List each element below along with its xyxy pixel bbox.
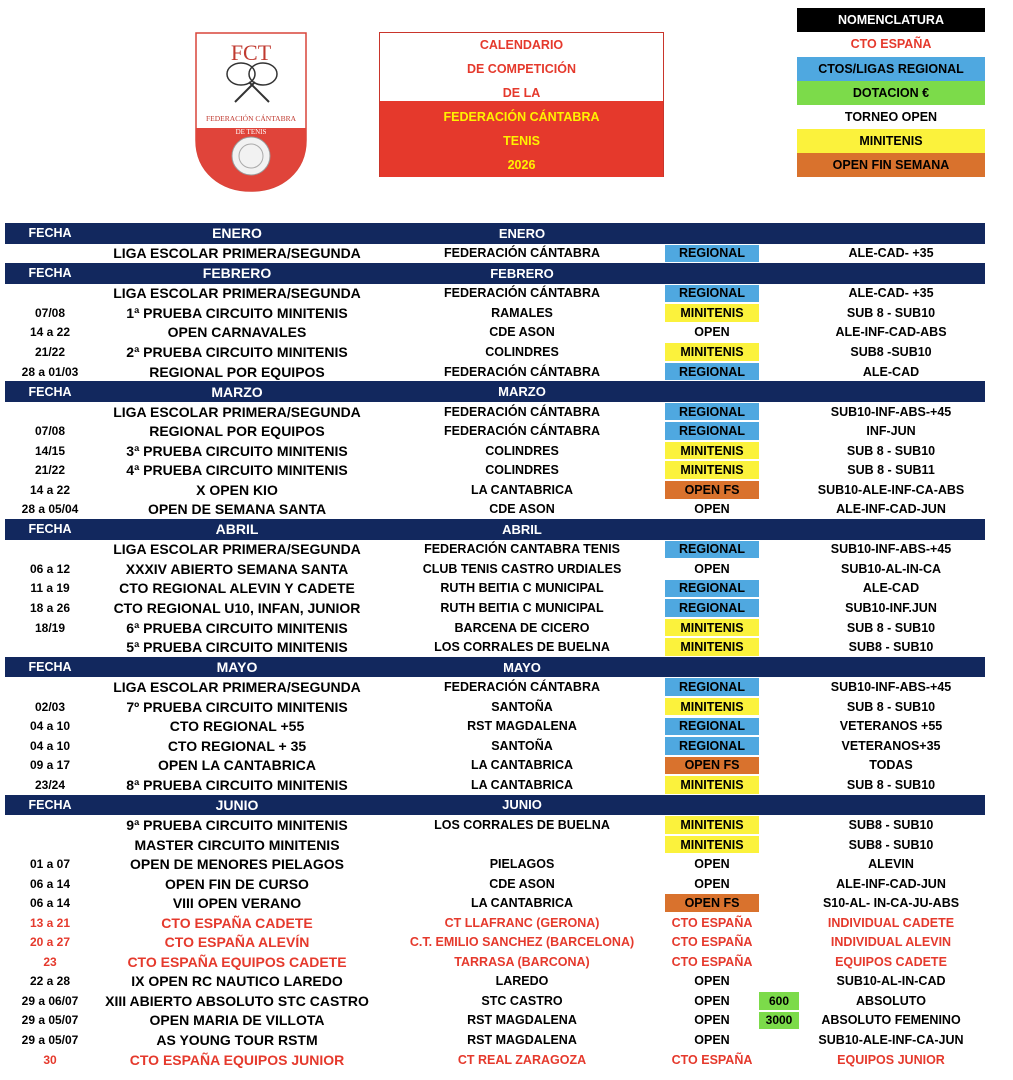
event-category: ALE-INF-CAD-ABS bbox=[835, 325, 947, 340]
event-category: EQUIPOS JUNIOR bbox=[837, 1052, 945, 1067]
event-type-badge: MINITENIS bbox=[665, 619, 759, 637]
event-venue: LA CANTABRICA bbox=[470, 896, 574, 911]
event-date: 02/03 bbox=[34, 699, 66, 714]
event-date: 21/22 bbox=[34, 344, 66, 359]
event-date: 14 a 22 bbox=[29, 325, 71, 340]
table-row bbox=[5, 618, 985, 638]
event-date: 14/15 bbox=[34, 443, 66, 458]
event-venue: SANTOÑA bbox=[491, 738, 553, 753]
event-name: CTO REGIONAL U10, INFAN, JUNIOR bbox=[113, 600, 361, 617]
event-venue: CT REAL ZARAGOZA bbox=[457, 1052, 587, 1067]
event-venue: LA CANTABRICA bbox=[470, 758, 574, 773]
event-category: SUB 8 - SUB10 bbox=[846, 305, 936, 320]
table-row bbox=[5, 815, 985, 835]
logo-initials: FCT bbox=[230, 40, 272, 65]
table-row bbox=[5, 598, 985, 618]
event-venue: LA CANTABRICA bbox=[470, 777, 574, 792]
event-type-badge: REGIONAL bbox=[665, 403, 759, 421]
table-row bbox=[5, 421, 985, 441]
event-category: SUB8 - SUB10 bbox=[848, 837, 934, 852]
event-venue: FEDERACIÓN CÁNTABRA bbox=[443, 404, 600, 419]
event-venue: COLINDRES bbox=[485, 463, 559, 478]
event-category: S10-AL- IN-CA-JU-ABS bbox=[822, 896, 960, 911]
event-type-badge: REGIONAL bbox=[665, 541, 759, 559]
month-header-row bbox=[5, 657, 985, 678]
legend-item: CTOS/LIGAS REGIONAL bbox=[797, 57, 985, 81]
table-row bbox=[5, 854, 985, 874]
event-name: REGIONAL POR EQUIPOS bbox=[149, 363, 325, 380]
event-date: 28 a 01/03 bbox=[21, 364, 79, 379]
table-row bbox=[5, 402, 985, 422]
event-name: 3ª PRUEBA CIRCUITO MINITENIS bbox=[126, 442, 348, 459]
event-category: ALE-INF-CAD-JUN bbox=[836, 502, 946, 517]
date-column-header: FECHA bbox=[28, 522, 72, 537]
month-header-row bbox=[5, 223, 985, 244]
event-category: VETERANOS +55 bbox=[839, 719, 943, 734]
month-label-venue: JUNIO bbox=[502, 797, 542, 813]
event-date: 07/08 bbox=[34, 424, 66, 439]
event-date: 07/08 bbox=[34, 305, 66, 320]
event-category: SUB10-AL-IN-CA bbox=[841, 561, 941, 576]
month-label: MARZO bbox=[211, 383, 263, 400]
event-date: 01 a 07 bbox=[29, 857, 71, 872]
event-name: CTO ESPAÑA EQUIPOS CADETE bbox=[127, 953, 347, 970]
date-column-header: FECHA bbox=[28, 384, 72, 399]
event-venue: CDE ASON bbox=[489, 325, 555, 340]
month-label: FEBRERO bbox=[202, 265, 272, 282]
event-category: SUB8 - SUB10 bbox=[848, 640, 934, 655]
table-row bbox=[5, 991, 985, 1011]
event-type-badge: MINITENIS bbox=[665, 836, 759, 854]
event-date: 30 bbox=[43, 1052, 57, 1067]
event-name: LIGA ESCOLAR PRIMERA/SEGUNDA bbox=[113, 245, 361, 262]
event-category: SUB 8 - SUB10 bbox=[846, 699, 936, 714]
event-date bbox=[5, 677, 95, 697]
table-row bbox=[5, 1050, 985, 1070]
event-type-badge: OPEN bbox=[694, 876, 730, 891]
table-row bbox=[5, 972, 985, 992]
month-label-venue: MARZO bbox=[498, 384, 546, 400]
event-venue: BARCENA DE CICERO bbox=[454, 620, 590, 635]
event-name: CTO ESPAÑA EQUIPOS JUNIOR bbox=[129, 1051, 345, 1068]
legend-item: OPEN FIN SEMANA bbox=[797, 153, 985, 177]
event-type-badge: OPEN bbox=[694, 857, 730, 872]
table-row bbox=[5, 303, 985, 323]
event-category: INDIVIDUAL CADETE bbox=[827, 915, 955, 930]
event-name: CTO REGIONAL +55 bbox=[169, 718, 305, 735]
event-venue: CT LLAFRANC (GERONA) bbox=[444, 915, 600, 930]
event-category: ALE-CAD bbox=[862, 364, 920, 379]
event-name: REGIONAL POR EQUIPOS bbox=[149, 423, 325, 440]
event-date: 29 a 05/07 bbox=[21, 1013, 79, 1028]
event-type-badge: MINITENIS bbox=[665, 442, 759, 460]
event-venue: SANTOÑA bbox=[491, 699, 553, 714]
event-name: IX OPEN RC NAUTICO LAREDO bbox=[131, 973, 343, 990]
event-venue: CDE ASON bbox=[489, 502, 555, 517]
event-date bbox=[5, 637, 95, 657]
event-name: OPEN MARIA DE VILLOTA bbox=[149, 1012, 325, 1029]
event-date: 21/22 bbox=[34, 463, 66, 478]
table-row bbox=[5, 500, 985, 521]
event-type-badge: MINITENIS bbox=[665, 343, 759, 361]
legend-item: TORNEO OPEN bbox=[797, 105, 985, 129]
event-venue: FEDERACIÓN CANTABRA TENIS bbox=[424, 542, 620, 557]
event-name: CTO REGIONAL ALEVIN Y CADETE bbox=[119, 580, 355, 597]
table-row bbox=[5, 835, 985, 855]
event-name: 7º PRUEBA CIRCUITO MINITENIS bbox=[126, 698, 348, 715]
event-type-badge: OPEN FS bbox=[665, 481, 759, 499]
table-row bbox=[5, 1030, 985, 1050]
event-date: 20 a 27 bbox=[29, 935, 71, 950]
event-category: ALE-CAD bbox=[862, 581, 920, 596]
date-column-header: FECHA bbox=[28, 660, 72, 675]
logo-name: FEDERACIÓN CÁNTABRA bbox=[205, 114, 297, 123]
event-venue: FEDERACIÓN CÁNTABRA bbox=[443, 424, 600, 439]
event-venue: LAREDO bbox=[495, 974, 549, 989]
table-row bbox=[5, 284, 985, 304]
event-venue: PIELAGOS bbox=[489, 857, 555, 872]
event-type-badge: OPEN FS bbox=[665, 894, 759, 912]
date-column-header: FECHA bbox=[28, 226, 72, 241]
event-date bbox=[5, 540, 95, 560]
event-name: OPEN DE SEMANA SANTA bbox=[147, 501, 327, 518]
event-name: 4ª PRUEBA CIRCUITO MINITENIS bbox=[126, 462, 348, 479]
table-row bbox=[5, 540, 985, 560]
federation-logo bbox=[195, 32, 307, 192]
legend-item: MINITENIS bbox=[797, 129, 985, 153]
table-row bbox=[5, 342, 985, 362]
event-name: LIGA ESCOLAR PRIMERA/SEGUNDA bbox=[113, 285, 361, 302]
event-category: SUB10-ALE-INF-CA-JUN bbox=[818, 1033, 964, 1048]
event-date: 18 a 26 bbox=[29, 601, 71, 616]
table-row bbox=[5, 874, 985, 894]
event-category: SUB 8 - SUB11 bbox=[847, 463, 935, 478]
prize-amount: 600 bbox=[759, 992, 799, 1010]
event-date: 04 a 10 bbox=[29, 719, 71, 734]
month-header-row bbox=[5, 381, 985, 402]
table-row bbox=[5, 1011, 985, 1031]
event-category: SUB8 - SUB10 bbox=[848, 817, 934, 832]
event-name: 1ª PRUEBA CIRCUITO MINITENIS bbox=[126, 304, 348, 321]
event-date: 06 a 14 bbox=[29, 876, 71, 891]
table-row bbox=[5, 362, 985, 383]
table-row bbox=[5, 323, 985, 343]
event-category: SUB 8 - SUB10 bbox=[846, 443, 936, 458]
event-category: SUB10-INF-ABS-+45 bbox=[830, 404, 952, 419]
event-venue: CDE ASON bbox=[489, 876, 555, 891]
event-type-badge: REGIONAL bbox=[665, 718, 759, 736]
event-type-badge: CTO ESPAÑA bbox=[671, 954, 753, 969]
table-row bbox=[5, 244, 985, 265]
event-date: 29 a 06/07 bbox=[21, 993, 79, 1008]
event-venue: CLUB TENIS CASTRO URDIALES bbox=[422, 561, 622, 576]
event-name: AS YOUNG TOUR RSTM bbox=[156, 1032, 318, 1049]
event-date bbox=[5, 835, 95, 855]
event-name: LIGA ESCOLAR PRIMERA/SEGUNDA bbox=[113, 541, 361, 558]
event-name: 5ª PRUEBA CIRCUITO MINITENIS bbox=[126, 639, 348, 656]
table-row bbox=[5, 756, 985, 776]
event-category: SUB10-AL-IN-CAD bbox=[836, 974, 946, 989]
table-row bbox=[5, 775, 985, 796]
legend-item: NOMENCLATURA bbox=[797, 8, 985, 32]
event-type-badge: REGIONAL bbox=[665, 737, 759, 755]
event-category: ALEVIN bbox=[868, 857, 914, 872]
event-name: OPEN FIN DE CURSO bbox=[165, 875, 309, 892]
month-label: ENERO bbox=[212, 225, 262, 242]
event-category: ALE-CAD- +35 bbox=[848, 286, 934, 301]
event-category: SUB10-INF-ABS-+45 bbox=[830, 680, 952, 695]
event-date: 23/24 bbox=[34, 777, 66, 792]
event-venue: FEDERACIÓN CÁNTABRA bbox=[443, 246, 600, 261]
month-header-row bbox=[5, 263, 985, 284]
event-category: INDIVIDUAL ALEVIN bbox=[830, 935, 952, 950]
month-label-venue: ENERO bbox=[498, 225, 546, 241]
event-date: 06 a 12 bbox=[29, 561, 71, 576]
table-row bbox=[5, 559, 985, 579]
date-column-header: FECHA bbox=[28, 797, 72, 812]
event-category: ALE-INF-CAD-JUN bbox=[836, 876, 946, 891]
event-type-badge: OPEN bbox=[694, 1013, 730, 1028]
title-line-4: FEDERACIÓN CÁNTABRA bbox=[443, 110, 600, 124]
event-venue: RST MAGDALENA bbox=[467, 719, 577, 734]
event-category: SUB 8 - SUB10 bbox=[846, 777, 936, 792]
month-label-venue: FEBRERO bbox=[490, 265, 554, 281]
title-line-2: DE COMPETICIÓN bbox=[466, 62, 577, 76]
table-row bbox=[5, 677, 985, 697]
event-name: 8ª PRUEBA CIRCUITO MINITENIS bbox=[126, 776, 348, 793]
event-name: 2ª PRUEBA CIRCUITO MINITENIS bbox=[126, 343, 348, 360]
event-category: EQUIPOS CADETE bbox=[835, 954, 947, 969]
event-type-badge: REGIONAL bbox=[665, 285, 759, 303]
event-type-badge: REGIONAL bbox=[665, 363, 759, 381]
month-label: JUNIO bbox=[215, 796, 259, 813]
calendar-title bbox=[379, 32, 664, 177]
logo-subname: DE TENIS bbox=[235, 128, 267, 136]
month-label: ABRIL bbox=[215, 521, 259, 538]
event-type-badge: REGIONAL bbox=[665, 599, 759, 617]
table-row bbox=[5, 933, 985, 953]
event-name: X OPEN KIO bbox=[196, 481, 278, 498]
event-name: OPEN CARNAVALES bbox=[167, 324, 307, 341]
table-row bbox=[5, 952, 985, 972]
title-line-6: 2026 bbox=[507, 158, 536, 172]
event-type-badge: OPEN FS bbox=[665, 757, 759, 775]
event-type-badge: OPEN bbox=[694, 1033, 730, 1048]
event-name: CTO REGIONAL + 35 bbox=[167, 737, 307, 754]
event-category: ALE-CAD- +35 bbox=[848, 246, 934, 261]
event-venue: LOS CORRALES DE BUELNA bbox=[434, 817, 610, 832]
title-line-1: CALENDARIO bbox=[479, 38, 564, 52]
month-header-row bbox=[5, 519, 985, 540]
event-date: 28 a 05/04 bbox=[21, 502, 79, 517]
prize-amount: 3000 bbox=[759, 1012, 799, 1030]
event-name: MASTER CIRCUITO MINITENIS bbox=[134, 836, 340, 853]
table-row bbox=[5, 480, 985, 500]
event-venue: RAMALES bbox=[491, 305, 553, 320]
event-date: 13 a 21 bbox=[29, 915, 71, 930]
event-category: SUB8 -SUB10 bbox=[850, 344, 932, 359]
event-category: SUB 8 - SUB10 bbox=[846, 620, 936, 635]
event-venue: RST MAGDALENA bbox=[467, 1013, 577, 1028]
event-date: 29 a 05/07 bbox=[21, 1033, 79, 1048]
event-type-badge: MINITENIS bbox=[665, 698, 759, 716]
legend-item: CTO ESPAÑA bbox=[797, 32, 985, 56]
event-category: VETERANOS+35 bbox=[841, 738, 941, 753]
event-date bbox=[5, 402, 95, 422]
event-venue: RUTH BEITIA C MUNICIPAL bbox=[440, 581, 604, 596]
table-row bbox=[5, 579, 985, 599]
event-date: 22 a 28 bbox=[29, 974, 71, 989]
event-name: CTO ESPAÑA CADETE bbox=[161, 914, 313, 931]
event-venue: FEDERACIÓN CÁNTABRA bbox=[443, 364, 600, 379]
event-date: 09 a 17 bbox=[29, 758, 71, 773]
event-category: INF-JUN bbox=[866, 424, 916, 439]
event-date: 14 a 22 bbox=[29, 482, 71, 497]
month-label-venue: MAYO bbox=[503, 659, 541, 675]
event-venue: COLINDRES bbox=[485, 443, 559, 458]
event-category: ABSOLUTO FEMENINO bbox=[821, 1013, 961, 1028]
event-type-badge: MINITENIS bbox=[665, 461, 759, 479]
event-date bbox=[5, 284, 95, 304]
table-row bbox=[5, 736, 985, 756]
table-row bbox=[5, 913, 985, 933]
event-date: 04 a 10 bbox=[29, 738, 71, 753]
event-venue: RUTH BEITIA C MUNICIPAL bbox=[440, 601, 604, 616]
title-line-5: TENIS bbox=[503, 134, 540, 148]
event-venue: STC CASTRO bbox=[481, 993, 563, 1008]
event-name: LIGA ESCOLAR PRIMERA/SEGUNDA bbox=[113, 679, 361, 696]
event-name: 6ª PRUEBA CIRCUITO MINITENIS bbox=[126, 619, 348, 636]
event-type-badge: REGIONAL bbox=[665, 245, 759, 263]
table-row bbox=[5, 637, 985, 658]
event-venue: FEDERACIÓN CÁNTABRA bbox=[443, 286, 600, 301]
event-date: 23 bbox=[43, 954, 57, 969]
event-type-badge: CTO ESPAÑA bbox=[671, 935, 753, 950]
event-name: XIII ABIERTO ABSOLUTO STC CASTRO bbox=[105, 992, 369, 1009]
event-type-badge: OPEN bbox=[694, 502, 730, 517]
event-type-badge: OPEN bbox=[694, 561, 730, 576]
event-venue: LOS CORRALES DE BUELNA bbox=[434, 640, 610, 655]
month-label-venue: ABRIL bbox=[502, 521, 542, 537]
event-name: 9ª PRUEBA CIRCUITO MINITENIS bbox=[126, 816, 348, 833]
event-name: VIII OPEN VERANO bbox=[172, 895, 302, 912]
event-venue: TARRASA (BARCONA) bbox=[454, 954, 590, 969]
event-venue: C.T. EMILIO SANCHEZ (BARCELONA) bbox=[409, 935, 635, 950]
event-name: LIGA ESCOLAR PRIMERA/SEGUNDA bbox=[113, 403, 361, 420]
legend-item: DOTACION € bbox=[797, 81, 985, 105]
event-name: XXXIV ABIERTO SEMANA SANTA bbox=[125, 560, 349, 577]
event-type-badge: OPEN bbox=[694, 325, 730, 340]
event-type-badge: CTO ESPAÑA bbox=[671, 1052, 753, 1067]
event-type-badge: REGIONAL bbox=[665, 580, 759, 598]
event-type-badge: OPEN bbox=[694, 993, 730, 1008]
event-type-badge: MINITENIS bbox=[665, 816, 759, 834]
month-label: MAYO bbox=[216, 659, 258, 676]
table-row bbox=[5, 893, 985, 913]
event-category: ABSOLUTO bbox=[856, 993, 926, 1008]
event-date: 11 a 19 bbox=[30, 581, 70, 596]
event-venue: RST MAGDALENA bbox=[467, 1033, 577, 1048]
event-category: TODAS bbox=[869, 758, 913, 773]
table-row bbox=[5, 697, 985, 717]
event-date: 06 a 14 bbox=[29, 896, 71, 911]
event-type-badge: REGIONAL bbox=[665, 678, 759, 696]
event-date bbox=[5, 815, 95, 835]
event-venue bbox=[397, 835, 647, 855]
event-type-badge: REGIONAL bbox=[665, 422, 759, 440]
event-type-badge: CTO ESPAÑA bbox=[671, 915, 753, 930]
event-type-badge: OPEN bbox=[694, 974, 730, 989]
table-row bbox=[5, 460, 985, 480]
event-venue: FEDERACIÓN CÁNTABRA bbox=[443, 680, 600, 695]
month-header-row bbox=[5, 795, 985, 816]
event-venue: LA CANTABRICA bbox=[470, 482, 574, 497]
event-category: SUB10-INF-ABS-+45 bbox=[830, 542, 952, 557]
title-line-3: DE LA bbox=[502, 86, 541, 100]
event-name: OPEN LA CANTABRICA bbox=[158, 757, 316, 774]
event-date: 18/19 bbox=[34, 620, 66, 635]
event-name: CTO ESPAÑA ALEVÍN bbox=[164, 934, 310, 951]
event-category: SUB10-INF.JUN bbox=[845, 601, 937, 616]
event-type-badge: MINITENIS bbox=[665, 638, 759, 656]
event-type-badge: MINITENIS bbox=[665, 304, 759, 322]
table-row bbox=[5, 441, 985, 461]
event-date bbox=[5, 244, 95, 264]
event-venue: COLINDRES bbox=[485, 344, 559, 359]
event-type-badge: MINITENIS bbox=[665, 776, 759, 794]
table-row bbox=[5, 717, 985, 737]
event-category: SUB10-ALE-INF-CA-ABS bbox=[817, 482, 965, 497]
event-name: OPEN DE MENORES PIELAGOS bbox=[130, 856, 344, 873]
date-column-header: FECHA bbox=[28, 266, 72, 281]
